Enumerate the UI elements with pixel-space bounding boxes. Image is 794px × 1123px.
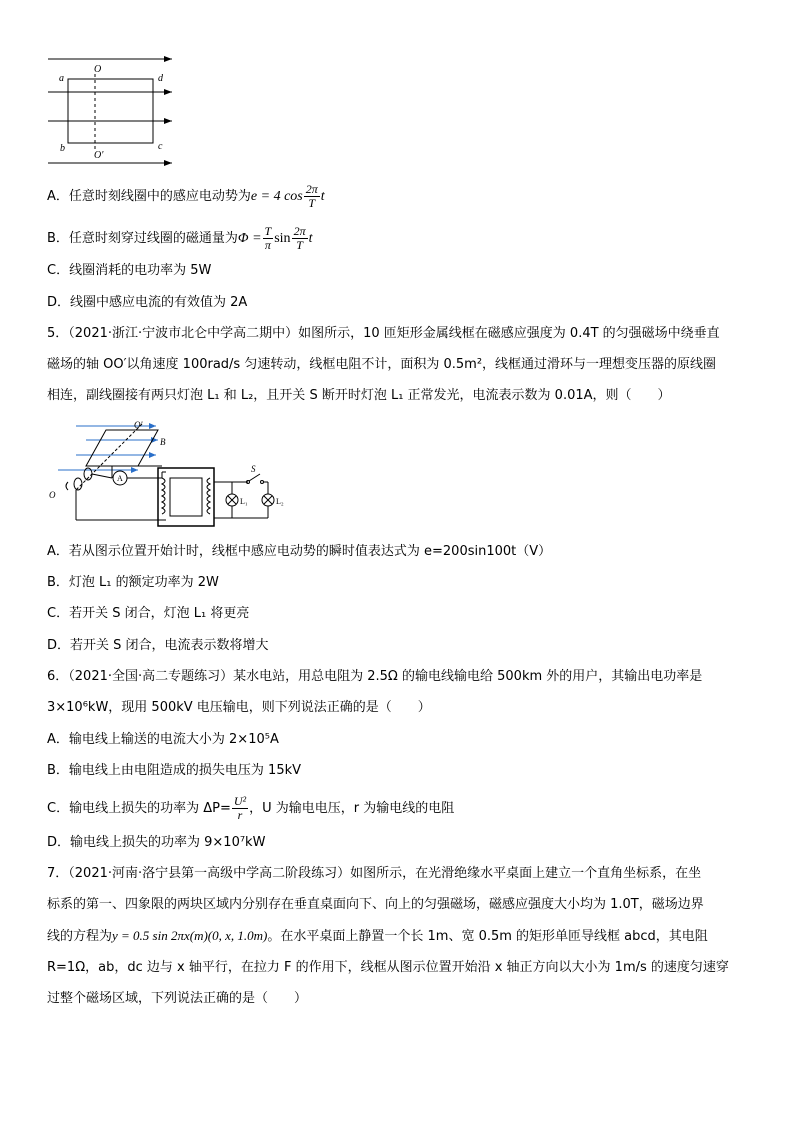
label-O-prime: O' [94, 150, 104, 161]
q4-option-b: B．任意时刻穿过线圈的磁通量为Φ = $\frac{T}{\pi}$ sin $\frac{2\pi}{T}$ t [47, 224, 313, 252]
label-B: B [160, 437, 166, 447]
q4-option-a: A．任意时刻线圈中的感应电动势为e = 4 cos $\frac{2\pi}{T}$ t [47, 182, 325, 210]
q6-option-b: B．输电线上由电阻造成的损失电压为 15kV [47, 763, 302, 778]
q5-stem-line2: 磁场的轴 OO′以角速度 100rad/s 匀速转动，线框电阻不计，面积为 0.5m²，线框通过滑环与一理想变压器的原线圈 [47, 357, 717, 372]
q6-option-d: D．输电线上损失的功率为 9×10⁷kW [47, 835, 266, 850]
label-L2: L₂ [276, 497, 284, 506]
label-b: b [60, 143, 65, 154]
label-S: S [251, 464, 256, 474]
q7-stem-line3: 线的方程为y = 0.5 sin 2πx(m)(0, x, 1.0m)。在水平桌面上静置一个长 1m、宽 0.5m 的矩形单匝导线框 abcd，其电阻 [47, 928, 708, 944]
generator-transformer-figure [46, 418, 306, 533]
label-a: a [59, 73, 64, 84]
q6-option-a: A．输电线上输送的电流大小为 2×10⁵A [47, 732, 279, 747]
q7-stem-line2: 标系的第一、四象限的两块区域内分别存在垂直桌面向下、向上的匀强磁场，磁感应强度大小均为 1.0T，磁场边界 [47, 897, 704, 912]
transformer-core [158, 468, 214, 526]
q6-stem-line2: 3×10⁶kW，现用 500kV 电压输电，则下列说法正确的是（ ） [47, 700, 431, 715]
label-L1: L₁ [240, 497, 248, 506]
q7-stem-line4: R=1Ω，ab，dc 边与 x 轴平行，在拉力 F 的作用下，线框从图示位置开始沿 x 轴正方向以大小为 1m/s 的速度匀速穿 [47, 960, 729, 975]
rotation-axis [76, 424, 142, 490]
label-O-prime: O' [134, 420, 143, 430]
q5-option-c: C．若开关 S 闭合，灯泡 L₁ 将更亮 [47, 606, 250, 621]
q6-stem-line1: 6．（2021·全国·高二专题练习）某水电站，用总电阻为 2.5Ω 的输电线输电给 500km 外的用户，其输出电功率是 [47, 669, 703, 684]
q7-stem-line1: 7．（2021·河南·洛宁县第一高级中学高二阶段练习）如图所示，在光滑绝缘水平桌面上建立一个直角坐标系，在坐 [47, 866, 702, 881]
q6-option-c: C．输电线上损失的功率为 ΔP= $\frac{\text{U²}}{r}$ ，U 为输电电压，r 为输电线的电阻 [47, 794, 455, 822]
q4-option-d: D．线圈中感应电流的有效值为 2A [47, 295, 248, 310]
q5-option-b: B．灯泡 L₁ 的额定功率为 2W [47, 575, 219, 590]
secondary-coil [207, 478, 210, 514]
q5-stem-line1: 5．（2021·浙江·宁波市北仑中学高二期中）如图所示，10 匝矩形金属线框在磁感应强度为 0.4T 的匀强磁场中绕垂直 [47, 326, 720, 341]
label-c: c [158, 141, 163, 152]
switch-S [249, 474, 260, 481]
q5-option-a: A．若从图示位置开始计时，线框中感应电动势的瞬时值表达式为 e=200sin100t（V） [47, 544, 552, 559]
coil-field-figure [44, 52, 184, 172]
q5-option-d: D．若开关 S 闭合，电流表示数将增大 [47, 638, 269, 653]
primary-coil [162, 478, 165, 514]
q5-stem-line3: 相连，副线圈接有两只灯泡 L₁ 和 L₂，且开关 S 断开时灯泡 L₁ 正常发光，电流表示数为 0.01A，则（ ） [47, 388, 671, 403]
label-d: d [158, 73, 163, 84]
q7-stem-line5: 过整个磁场区域，下列说法正确的是（ ） [47, 991, 308, 1006]
label-O: O [94, 64, 102, 75]
rotating-coil [86, 430, 158, 466]
label-O: O [49, 490, 56, 500]
q4-option-c: C．线圈消耗的电功率为 5W [47, 263, 212, 278]
coil-rectangle [68, 79, 153, 143]
ammeter-label: A [117, 474, 123, 483]
